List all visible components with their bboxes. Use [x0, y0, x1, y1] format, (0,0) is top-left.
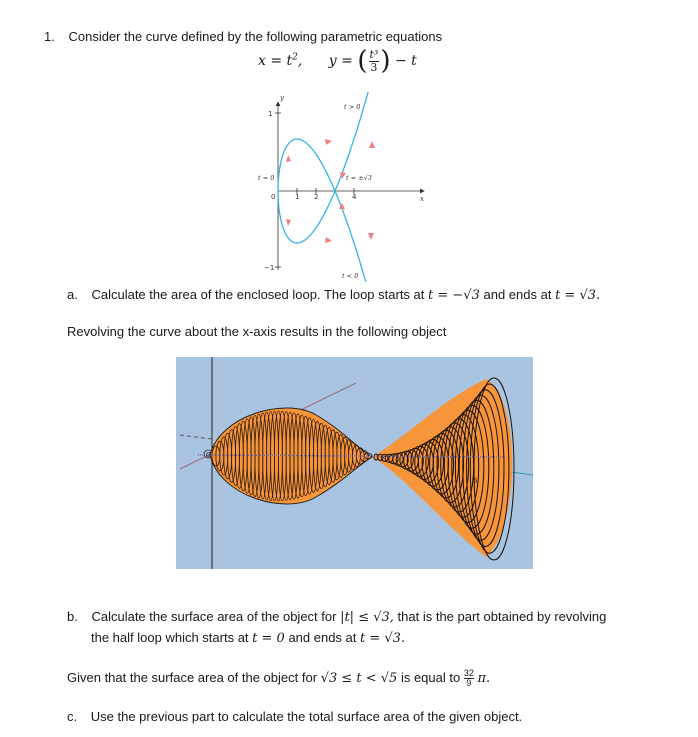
part-b-line2-a: the half loop which starts at — [91, 630, 249, 645]
part-b-line2-b: and ends at — [288, 630, 357, 645]
part-c-letter: c. — [67, 709, 78, 724]
eq-x: $x = t^2$, — [258, 52, 303, 69]
tick-x4: 4 — [352, 193, 357, 201]
tick-zero: 0 — [271, 193, 276, 201]
given-fraction: $\frac{32}{9}$ — [463, 668, 474, 688]
part-a-text-2: and ends at — [483, 287, 552, 302]
direction-arrow — [325, 237, 332, 243]
given-statement — [67, 669, 490, 688]
direction-arrow — [286, 155, 291, 162]
part-a-text-1: Calculate the area of the enclosed loop. The loop starts at — [91, 287, 425, 302]
part-b-line2-t0: t = 0 — [252, 631, 285, 646]
tick-y-pos: 1 — [268, 110, 273, 118]
part-b — [67, 609, 606, 625]
figure-five-label: 5 — [473, 477, 478, 485]
label-t-negative: t < 0 — [342, 272, 359, 280]
tick-x2: 2 — [314, 193, 319, 201]
part-b-line1-a: Calculate the surface area of the object for — [91, 609, 337, 624]
part-b-letter: b. — [67, 609, 78, 624]
label-t-sqrt3: t = ±√3 — [346, 174, 372, 182]
label-t-positive: t > 0 — [344, 103, 361, 111]
eq-y-rest: − t — [394, 53, 417, 69]
part-a — [67, 287, 600, 303]
direction-arrow — [369, 141, 375, 148]
problem-intro: Consider the curve defined by the following parametric equations — [68, 29, 443, 44]
part-b-cond: |t| ≤ √3, — [340, 610, 394, 625]
eq-y-frac: $\frac{\text{t³}}{3}$ — [369, 47, 379, 74]
direction-arrow — [368, 233, 374, 240]
tick-y-neg: −1 — [264, 264, 275, 272]
x-axis-label: x — [420, 195, 424, 203]
parametric-curve-graph — [238, 92, 438, 282]
given-range: √3 ≤ t < √5 — [320, 670, 398, 686]
curve-path — [278, 92, 392, 282]
part-c-text: Use the previous part to calculate the total surface area of the given object. — [90, 709, 523, 724]
tick-x1: 1 — [295, 193, 300, 201]
part-a-letter: a. — [67, 287, 78, 302]
part-b-line1-b: that is the part obtained by revolving — [397, 609, 607, 624]
label-t-zero: t = 0 — [258, 174, 275, 182]
given-text-1: Given that the surface area of the object for — [67, 669, 318, 685]
revolution-surface-figure — [176, 357, 533, 569]
figure-origin-label: 0 — [206, 451, 211, 459]
problem-number: 1. — [44, 29, 55, 44]
part-b-line2-t1: t = √3. — [360, 631, 406, 646]
direction-arrow — [286, 219, 291, 226]
given-pi: π. — [477, 670, 491, 686]
direction-arrow — [325, 139, 332, 145]
part-c — [67, 709, 522, 724]
parametric-equations: $x = t^2$, y = ( $\frac{\text{t³}}{3}$ ) − t — [258, 46, 417, 76]
revolve-text: Revolving the curve about the x-axis results in the following object — [67, 324, 447, 339]
problem-heading — [44, 29, 442, 44]
part-b-line2 — [91, 630, 405, 646]
part-a-t-end: t = √3. — [555, 288, 601, 303]
given-text-2: is equal to — [400, 669, 461, 685]
eq-y-lhs: y = — [328, 53, 353, 69]
y-axis-label: y — [280, 94, 284, 102]
part-a-t-start: t = −√3 — [428, 288, 480, 303]
